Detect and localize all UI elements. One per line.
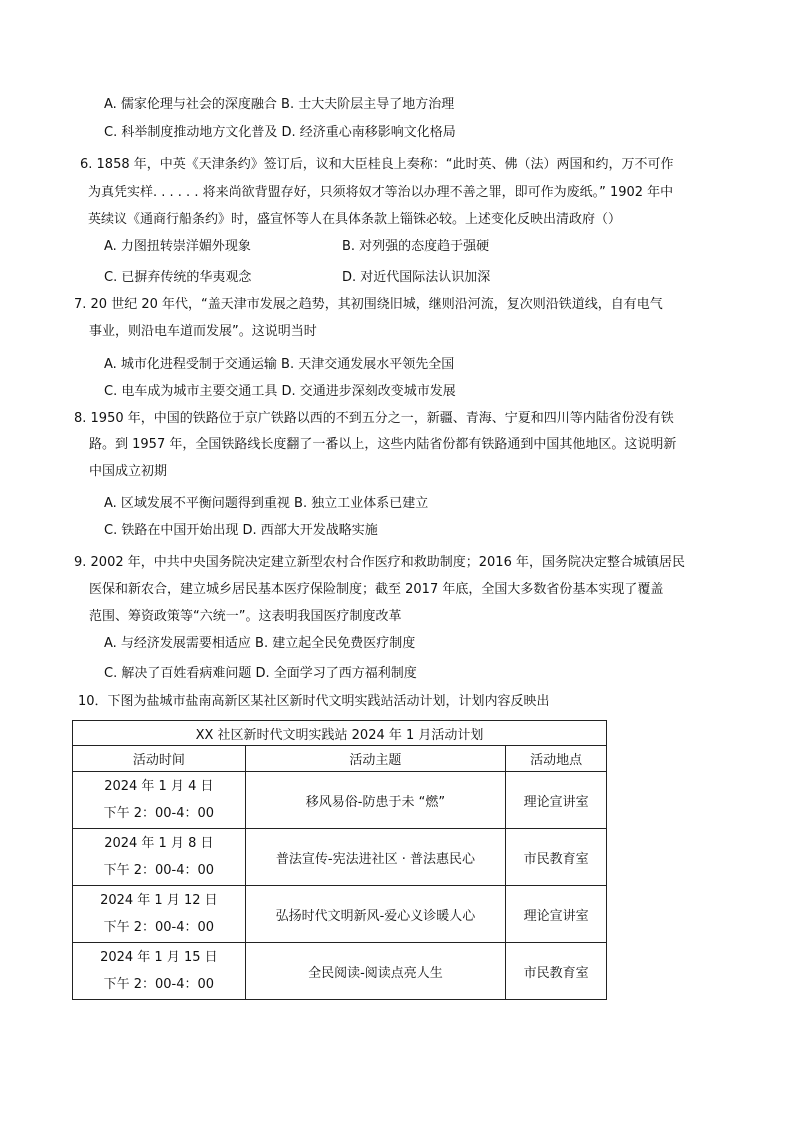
q6-option-d: D. 对近代国际法认识加深 <box>342 270 491 285</box>
activity-time-cell <box>73 886 246 943</box>
table-row <box>73 772 607 829</box>
q6-option-c: C. 已摒弃传统的华夷观念 <box>104 270 252 285</box>
q8-stem-line3: 中国成立初期 <box>89 464 168 479</box>
q8-stem-line2: 路。到 1957 年，全国铁路线长度翻了一番以上，这些内陆省份都有铁路通到中国其他地区。这说明新 <box>89 437 677 452</box>
table-caption-row <box>73 721 607 746</box>
q7-stem-line2: 事业，则沿电车道而发展”。这说明当时 <box>89 324 317 339</box>
header-theme: 活动主题 <box>245 746 505 772</box>
q8-option-ab: A. 区域发展不平衡问题得到重视 B. 独立工业体系已建立 <box>104 496 429 511</box>
q5-option-cd: C. 科举制度推动地方文化普及 D. 经济重心南移影响文化格局 <box>104 125 456 140</box>
q9-option-cd: C. 解决了百姓看病难问题 D. 全面学习了西方福利制度 <box>104 666 417 681</box>
activity-place: 理论宣讲室 <box>506 772 607 829</box>
q6-stem-line3: 英续议《通商行船条约》时，盛宣怀等人在具体条款上锱铢必较。上述变化反映出清政府（） <box>88 212 622 227</box>
activity-theme: 弘扬时代文明新风-爱心义诊暖人心 <box>245 886 505 943</box>
q6-stem-line2: 为真凭实样. . . . . . 将来尚欲背盟存好，只须将奴才等治以办理不善之罪，即可作为废纸。” 1902 年中 <box>88 185 674 200</box>
q6-option-a: A. 力图扭转崇洋媚外现象 <box>104 239 251 254</box>
q9-stem-line1: 9. 2002 年，中共中央国务院决定建立新型农村合作医疗和救助制度；2016 年，国务院决定整合城镇居民 <box>74 555 685 570</box>
activity-place: 市民教育室 <box>506 829 607 886</box>
q7-stem-line1: 7. 20 世纪 20 年代，“盖天津市发展之趋势，其初围绕旧城，继则沿河流，复次则沿铁道线，自有电气 <box>74 297 663 312</box>
activity-time-cell <box>73 943 246 1000</box>
q8-stem-line1: 8. 1950 年，中国的铁路位于京广铁路以西的不到五分之一，新疆、青海、宁夏和四川等内陆省份没有铁 <box>74 411 674 426</box>
q7-option-cd: C. 电车成为城市主要交通工具 D. 交通进步深刻改变城市发展 <box>104 384 456 399</box>
table-row <box>73 886 607 943</box>
q9-stem-line2: 医保和新农合，建立城乡居民基本医疗保险制度；截至 2017 年底，全国大多数省份基本实现了覆盖 <box>89 582 664 597</box>
activity-hours: 下午 2：00-4：00 <box>103 920 215 935</box>
q7-option-ab: A. 城市化进程受制于交通运输 B. 天津交通发展水平领先全国 <box>104 357 455 372</box>
table-row <box>73 943 607 1000</box>
q6-stem-line1: 6. 1858 年，中英《天津条约》签订后，议和大臣桂良上奏称：“此时英、佛（法）两国和约，万不可作 <box>80 157 674 172</box>
activity-hours: 下午 2：00-4：00 <box>103 977 215 992</box>
activity-date: 2024 年 1 月 12 日 <box>100 893 218 908</box>
q9-stem-line3: 范围、筹资政策等“六统一”。这表明我国医疗制度改革 <box>89 609 402 624</box>
q8-option-cd: C. 铁路在中国开始出现 D. 西部大开发战略实施 <box>104 523 378 538</box>
activity-theme: 普法宣传-宪法进社区 · 普法惠民心 <box>245 829 505 886</box>
header-place: 活动地点 <box>506 746 607 772</box>
q10-stem-line1: 10．下图为盐城市盐南高新区某社区新时代文明实践站活动计划，计划内容反映出 <box>78 694 550 709</box>
q5-option-ab: A. 儒家伦理与社会的深度融合 B. 士大夫阶层主导了地方治理 <box>104 97 455 112</box>
table-row <box>73 829 607 886</box>
q6-option-b: B. 对列强的态度趋于强硬 <box>342 239 490 254</box>
header-time: 活动时间 <box>73 746 246 772</box>
activity-date: 2024 年 1 月 8 日 <box>104 836 214 851</box>
activity-place: 理论宣讲室 <box>506 886 607 943</box>
activity-hours: 下午 2：00-4：00 <box>103 863 215 878</box>
q9-option-ab: A. 与经济发展需要相适应 B. 建立起全民免费医疗制度 <box>104 636 416 651</box>
table-header-row <box>73 746 607 772</box>
activity-time-cell <box>73 772 246 829</box>
activity-hours: 下午 2：00-4：00 <box>103 806 215 821</box>
activity-time-cell <box>73 829 246 886</box>
activity-theme: 全民阅读-阅读点亮人生 <box>245 943 505 1000</box>
activity-date: 2024 年 1 月 15 日 <box>100 950 218 965</box>
activity-place: 市民教育室 <box>506 943 607 1000</box>
activity-date: 2024 年 1 月 4 日 <box>104 779 214 794</box>
activity-theme: 移风易俗-防患于未 “燃” <box>245 772 505 829</box>
table-caption: XX 社区新时代文明实践站 2024 年 1 月活动计划 <box>73 721 607 746</box>
activity-plan-table <box>72 720 607 1000</box>
